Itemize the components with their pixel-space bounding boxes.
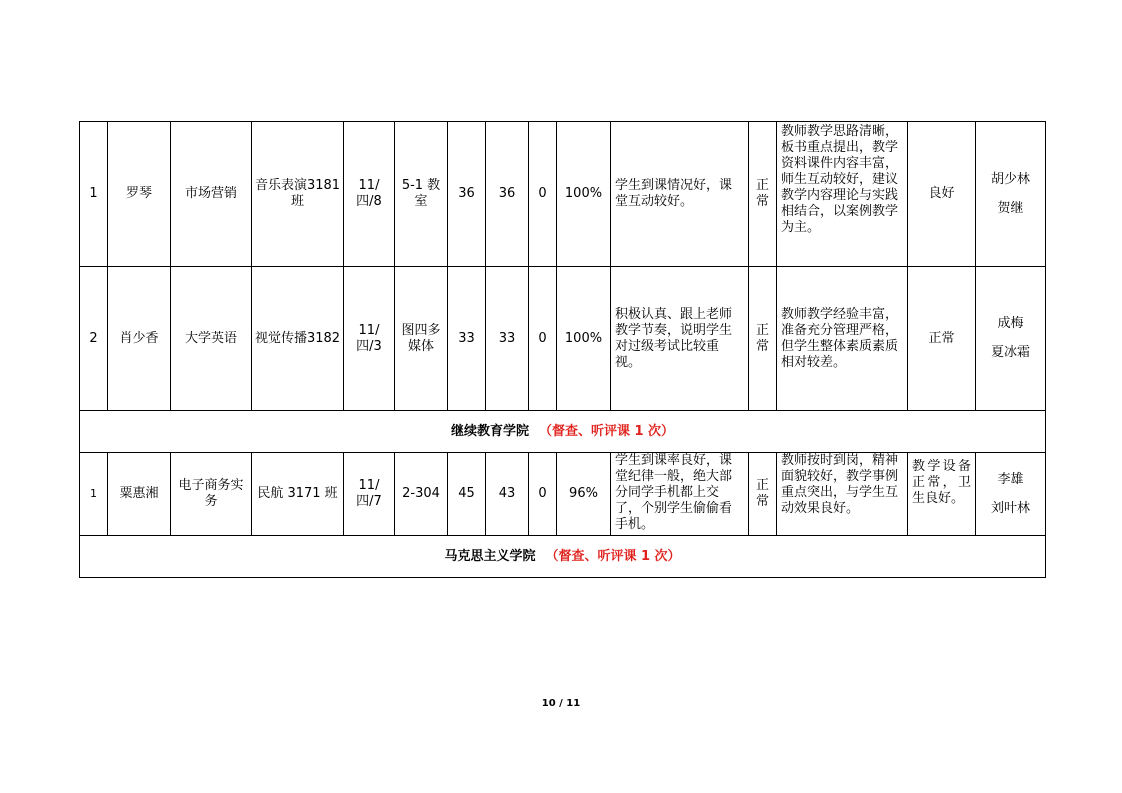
inspectors	[976, 122, 1046, 267]
absent-count: 0	[529, 267, 557, 411]
actual-count: 33	[486, 267, 529, 411]
inspectors	[976, 267, 1046, 411]
order-status: 正常	[749, 267, 777, 411]
inspector-name: 夏冰霜	[990, 345, 1030, 360]
page-number: 10 / 11	[541, 698, 581, 709]
section-note: （督查、听评课 1 次）	[538, 423, 675, 439]
table-row	[80, 122, 1046, 267]
class-name: 民航 3171 班	[252, 453, 344, 536]
lesson-time: 11/四/3	[344, 267, 395, 411]
teacher-name: 粟惠湘	[108, 453, 171, 536]
section-note: （督查、听评课 1 次）	[545, 548, 681, 564]
expected-count: 36	[448, 122, 486, 267]
attendance-rate: 96%	[557, 453, 611, 536]
row-number: 1	[80, 122, 108, 267]
table-row	[80, 267, 1046, 411]
section-title: 马克思主义学院	[444, 548, 536, 564]
teacher-name: 肖少香	[108, 267, 171, 411]
course-name: 大学英语	[171, 267, 252, 411]
table-row	[80, 453, 1046, 536]
teaching-evaluation: 教师按时到岗，精神面貌较好，教学事例重点突出，与学生互动效果良好。	[777, 453, 908, 536]
inspector-name: 贺继	[997, 200, 1024, 216]
teaching-evaluation: 教师教学思路清晰，板书重点提出，教学资料课件内容丰富，师生互动较好，建议教学内容理论与实践相结合，以案例教学为主。	[777, 122, 908, 267]
absent-count: 0	[529, 122, 557, 267]
lesson-time: 11/四/8	[344, 122, 395, 267]
inspector-name: 李雄	[997, 471, 1024, 487]
expected-count: 45	[448, 453, 486, 536]
section-header-row	[80, 411, 1046, 453]
section-header	[80, 411, 1046, 453]
class-name: 音乐表演3181 班	[252, 122, 344, 267]
class-name: 视觉传播3182	[252, 267, 344, 411]
inspector-name: 胡少林	[990, 171, 1030, 187]
teacher-name: 罗琴	[108, 122, 171, 267]
actual-count: 36	[486, 122, 529, 267]
equipment-status: 良好	[908, 122, 976, 267]
classroom: 5-1 教室	[395, 122, 448, 267]
absent-count: 0	[529, 453, 557, 536]
lesson-time: 11/四/7	[344, 453, 395, 536]
equipment-status: 正常	[908, 267, 976, 411]
course-name: 市场营销	[171, 122, 252, 267]
inspector-name: 刘叶林	[990, 500, 1030, 516]
actual-count: 43	[486, 453, 529, 536]
order-status: 正常	[749, 122, 777, 267]
order-status: 正常	[749, 453, 777, 536]
teaching-evaluation: 教师教学经验丰富，准备充分管理严格，但学生整体素质素质相对较差。	[777, 267, 908, 411]
classroom: 图四多媒体	[395, 267, 448, 411]
row-number: 2	[80, 267, 108, 411]
attendance-rate: 100%	[557, 267, 611, 411]
student-evaluation: 学生到课情况好，课堂互动较好。	[611, 122, 749, 267]
section-header-row	[80, 536, 1046, 578]
row-number: 1	[80, 453, 108, 536]
section-title: 继续教育学院	[450, 423, 529, 439]
attendance-rate: 100%	[557, 122, 611, 267]
course-name: 电子商务实务	[171, 453, 252, 536]
section-header	[80, 536, 1046, 578]
inspection-table	[79, 121, 1046, 578]
expected-count: 33	[448, 267, 486, 411]
student-evaluation: 学生到课率良好，课堂纪律一般，绝大部分同学手机都上交了，个别学生偷偷看手机。	[611, 453, 749, 536]
classroom: 2-304	[395, 453, 448, 536]
inspectors	[976, 453, 1046, 536]
equipment-status: 教学设备正常，卫生良好。	[908, 453, 976, 536]
inspector-name: 成梅	[997, 316, 1024, 331]
student-evaluation: 积极认真、跟上老师教学节奏，说明学生对过级考试比较重视。	[611, 267, 749, 411]
